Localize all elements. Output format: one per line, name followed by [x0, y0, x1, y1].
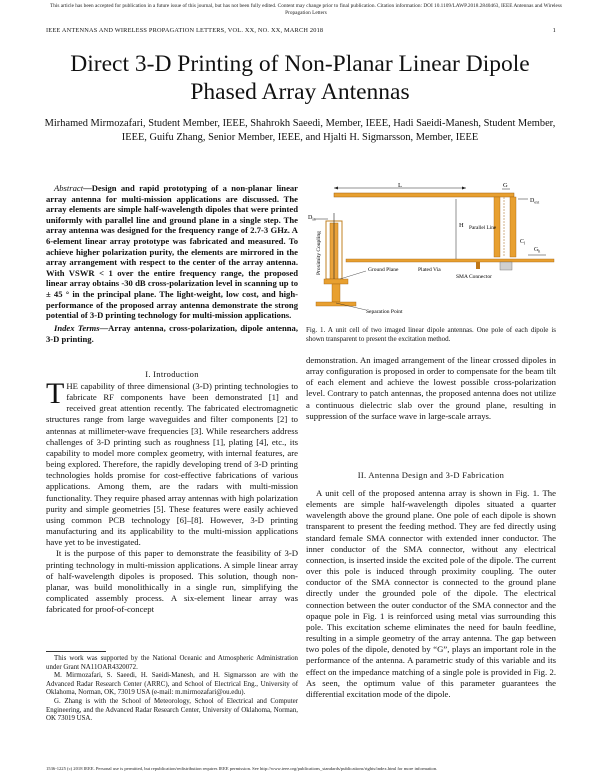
- page-number: 1: [552, 27, 556, 34]
- intro-continuation: [306, 355, 556, 422]
- drop-cap: T: [46, 377, 65, 410]
- intro-paragraph-continued: demonstration. An imaged arrangement of the linear crossed dipoles in array configuration is proposed in order to compensate for the beam tilt of each element and achieve the lowest possible cross-polarization level. Contrary to patch antennas, the proposed antenna does not utilize a continuous dielectric slab over the ground plane, resulting in suppression of the surface wave in large-scale arrays.: [306, 355, 556, 421]
- footnote-funding: This work was supported by the National Oceanic and Atmospheric Administration under Grant NA11OAR4320072.: [46, 655, 298, 671]
- author-list: Mirhamed Mirmozafari, Student Member, IEEE, Shahrokh Saeedi, Member, IEEE, Hadi Saeidi-Manesh, Student Member, IEEE, Guifu Zhang, Senior Member, IEEE, and Hjalti H. Sigmarsson, Member, IEEE: [44, 118, 556, 143]
- accepted-article-notice: This article has been accepted for publication in a future issue of this journal, but has not been fully edited. Content may change prior to final publication. Citation information: DOI 10.1109/LAWP.2018.2840463, IEEE Antennas and Wireless Propagation Letters: [49, 3, 562, 16]
- label-Din: $D_{in}$: [308, 215, 316, 222]
- ground-plane: [346, 259, 554, 262]
- design-paragraph-1: A unit cell of the proposed antenna array is shown in Fig. 1. The elements are simple half-wavelength dipoles situated a quarter wavelength above the ground plane. One pole of each dipole is shown transparent to present the feeding method. They are fed directly using standard female SMA connector with extended inner conductor. The inner conductor of the SMA connector, without any electrical connection, is inserted inside the excited pole of the dipole. The current over this pole is induced through proximity coupling. The outer conductor of the SMA connector is connected to the ground plane directly under the grounded pole of the dipole. The electrical connection between the outer conductor of the SMA connector and the opaque pole in Fig. 1 is reinforced using metal vias surrounding this pole. This excitation scheme eliminates the need for bauln feedline, resulting in a simple geometry of the array antenna. The gap between two poles of the dipole, denoted by “G”, plays an important role in the performance of the antenna. A parametric study of this variable and its effect on the impedance matching of a single pole is provided in Fig. 2. As seen, the optimum value of this parameter guarantees the differential excitation mode of the dipole.: [306, 488, 556, 699]
- footnote-affiliation-2: G. Zhang is with the School of Meteorology, School of Electrical and Computer Engineering, and the Advanced Radar Research Center, University of Oklahoma, Norman, OK 73019 USA.: [46, 697, 298, 723]
- footnote-affiliation-1: M. Mirmozafari, S. Saeedi, H. Saeidi-Manesh, and H. Sigmarsson are with the Advanced Radar Research Center (ARRC), and School of Electrical Eng., University of Oklahoma, Norman, OK, 73019 USA (e-mail: m.mirmozafari@ou.edu).: [46, 672, 298, 697]
- label-parallel-line: Parallel Line: [469, 225, 497, 231]
- section-1-heading: I. Introduction: [145, 369, 199, 379]
- label-sma-connector: SMA Connector: [456, 274, 492, 280]
- copyright-footer: 1536-1225 (c) 2018 IEEE. Personal use is permitted, but republication/redistribution requires IEEE permission. See http://www.ieee.org/publications_standards/publications/rights/index.html for more information.: [46, 766, 438, 771]
- section-1-body: [46, 377, 298, 615]
- index-terms-text: Array antenna, cross-polarization, dipole antenna, 3-D printing.: [46, 323, 298, 344]
- running-header: [46, 27, 556, 34]
- section-2-heading: II. Antenna Design and 3-D Fabrication: [357, 470, 505, 480]
- label-Cl: $C_l$: [520, 239, 525, 246]
- plated-via: [476, 262, 480, 269]
- index-terms: Index Terms—Array antenna, cross-polarization, dipole antenna, 3-D printing.: [46, 323, 298, 344]
- footnote-rule: [46, 651, 106, 652]
- label-ground-plane: Ground Plane: [368, 267, 399, 273]
- figure-1-diagram: [306, 183, 556, 323]
- label-Gh: $G_h$: [534, 247, 541, 254]
- footnotes: [46, 655, 298, 724]
- label-proximity-coupling: Proximity Coupling: [316, 231, 322, 275]
- abstract: Abstract—Design and rapid prototyping of a non-planar linear array antenna for multi-mission applications are discussed. The array elements are simple half-wavelength dipoles that were printed uniformly with parallel line and ground plane in a single step. The array antenna was designed for the frequency range of 2.7-3 GHz. A 6-element linear array prototype was fabricated and measured. To achieve higher polarization purity, the elements are mirrored in the array arrangement with respect to the center of the array antenna. With VSWR < 1 over the entire frequency range, the proposed linear array obtains -30 dB cross-polarization level in scanning up to ± 45 ° in the principal plane. The light-weight, low cost, and high-performance of the proposed array antenna demonstrate the strong potential of 3-D printing technology for multi-mission applications.: [46, 183, 298, 321]
- label-Dext: $D_{ext}$: [530, 198, 540, 205]
- journal-name: IEEE ANTENNAS AND WIRELESS PROPAGATION LETTERS, VOL. XX, NO. XX, MARCH 2018: [46, 27, 324, 34]
- section-2-body: [306, 488, 556, 700]
- index-terms-label: Index Terms: [54, 323, 100, 333]
- label-H: H: [459, 222, 464, 229]
- dipole-post: [510, 197, 516, 257]
- intro-paragraph-1: THE capability of three dimensional (3-D) printing technologies to fabricate RF components have been demonstrated [1] and received great attention recently. The fabricated electromagnetic structures range from large waveguides and filter components [2] to antennas at millimeter-wave frequencies [3]. While researchers address challenges of 3-D printing such as roughness [1], plating [4], etc., its capability to model more complex geometry, with internal features, are being explored. Therefore, the rapidly developing trend of 3-D printing technologies holds promise for cost-effective fabrications of various applications. Among them, are the radars with multi-mission functionality. They require phased array antennas with high polarization purity and simple geometries [5]. These features were easily achieved using common PCB technology [6]–[8]. However, 3-D printing manufacturing and its applicability to the multi-mission applications have yet to be investigated.: [46, 377, 298, 548]
- figure-1-caption: Fig. 1. A unit cell of two imaged linear dipole antennas. One pole of each dipole is shown transparent to present the excitation method.: [306, 326, 556, 343]
- label-L: L: [398, 183, 402, 189]
- label-separation-point: Separation Point: [366, 309, 403, 315]
- dipole-arm: [334, 193, 514, 197]
- paper-title: Direct 3-D Printing of Non-Planar Linear Dipole Phased Array Antennas: [70, 51, 530, 105]
- sma-connector: [500, 262, 512, 270]
- intro-paragraph-2: It is the purpose of this paper to demonstrate the feasibility of 3-D printing technology in multi-mission applications. A simple linear array of half-wavelength dipoles is proposed. This solution, though non-planar, was build monolithically in a single run, simplifying the complicated assembly process. A six-element linear array was fabricated for proof-of-concept: [46, 548, 298, 615]
- label-G: G: [503, 183, 508, 189]
- abstract-label: Abstract: [54, 183, 84, 193]
- label-plated-via: Plated Via: [418, 267, 441, 273]
- abstract-text: Design and rapid prototyping of a non-planar linear array antenna for multi-mission applications are discussed. The array elements are simple half-wavelength dipoles that were printed uniformly with parallel line and ground plane in a single step. The array antenna was designed for the frequency range of 2.7-3 GHz. A 6-element linear array prototype was fabricated and measured. To achieve higher polarization purity, the elements are mirrored in the array arrangement with respect to the center of the array antenna. With VSWR < 1 over the entire frequency range, the proposed linear array obtains -30 dB cross-polarization level in scanning up to ± 45 ° in the principal plane. The light-weight, low cost, and high-performance of the proposed array antenna demonstrate the strong potential of 3-D printing technology for multi-mission applications.: [46, 183, 298, 321]
